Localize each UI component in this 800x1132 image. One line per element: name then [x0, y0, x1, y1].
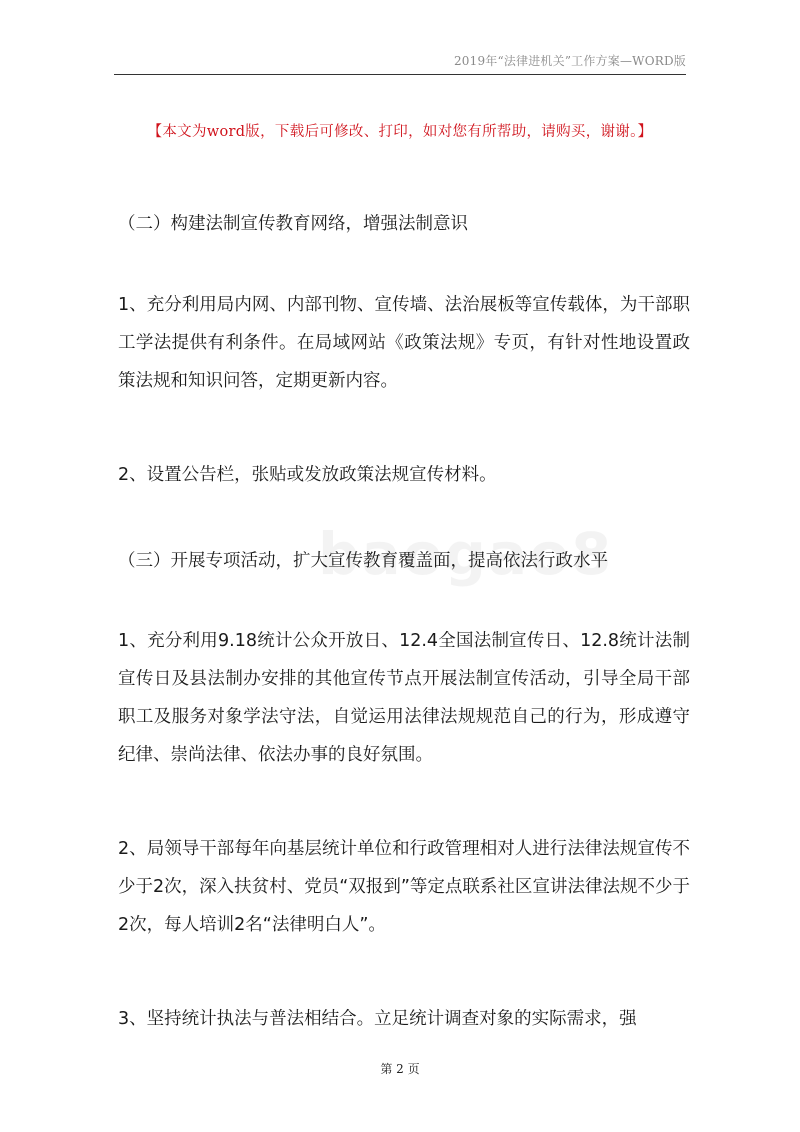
- paragraph-3-1: 1、充分利用9.18统计公众开放日、12.4全国法制宣传日、12.8统计法制宣传日及县法制办安排的其他宣传节点开展法制宣传活动，引导全局干部职工及服务对象学法守法，自觉运用法律法规规范自己的行为，形成遵守纪律、崇尚法律、依法办事的良好氛围。: [118, 631, 690, 765]
- paragraph-2-2: 2、设置公告栏，张贴或发放政策法规宣传材料。: [118, 465, 497, 485]
- section-heading-2: （二）构建法制宣传教育网络，增强法制意识: [118, 214, 468, 234]
- section-heading-3: （三）开展专项活动，扩大宣传教育覆盖面，提高依法行政水平: [118, 551, 608, 571]
- purchase-notice: 【本文为word版，下载后可修改、打印，如对您有所帮助，请购买，谢谢。】: [147, 124, 653, 140]
- paragraph-3-3: 3、坚持统计执法与普法相结合。立足统计调查对象的实际需求，强: [118, 1009, 637, 1029]
- paragraph-3-2: 2、局领导干部每年向基层统计单位和行政管理相对人进行法律法规宣传不少于2次，深入扶贫村、党员“双报到”等定点联系社区宣讲法律法规不少于2次，每人培训2名“法律明白人”。: [118, 839, 690, 935]
- paragraph-2-1: 1、充分利用局内网、内部刊物、宣传墙、法治展板等宣传载体，为干部职工学法提供有利条件。在局域网站《政策法规》专页，有针对性地设置政策法规和知识问答，定期更新内容。: [118, 295, 690, 391]
- page-number: 第 2 页: [380, 1062, 420, 1076]
- header-divider: [114, 74, 686, 75]
- page-header: 2019年“法律进机关”工作方案—WORD版: [453, 54, 686, 68]
